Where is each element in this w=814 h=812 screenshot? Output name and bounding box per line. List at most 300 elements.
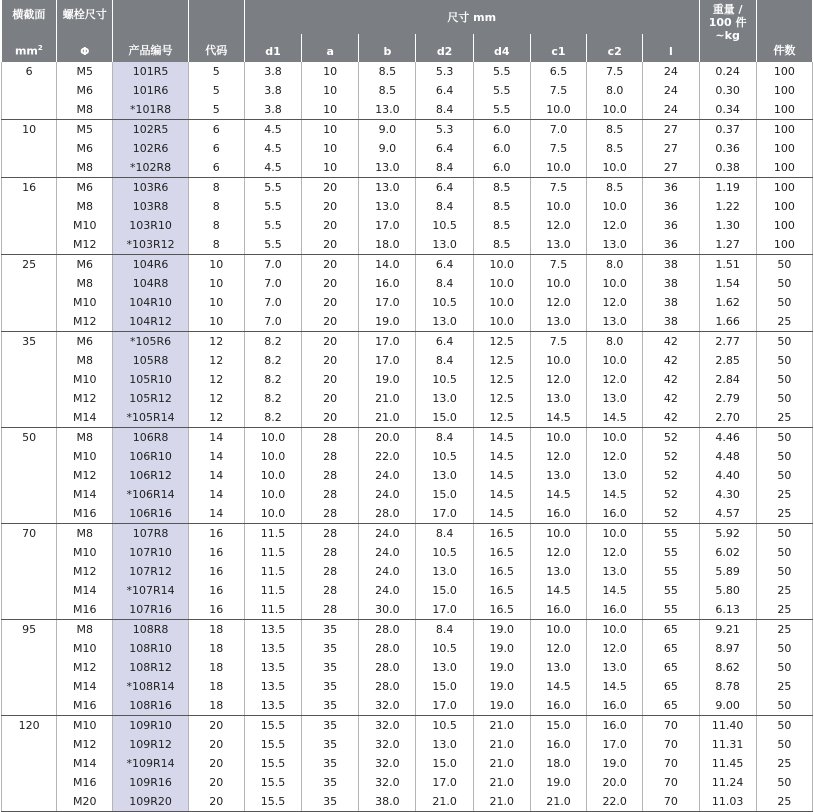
weight-cell: 1.22	[699, 197, 756, 216]
c2-cell: 12.0	[587, 447, 643, 466]
weight-cell: 0.24	[699, 62, 756, 81]
a-cell: 28	[302, 485, 359, 504]
c2-cell: 13.0	[587, 466, 643, 485]
b-cell: 32.0	[359, 754, 416, 773]
table-row	[2, 716, 813, 736]
a-cell: 35	[302, 735, 359, 754]
b-cell: 24.0	[359, 466, 416, 485]
area-cell: 10	[2, 120, 57, 178]
d2-cell: 15.0	[416, 408, 473, 428]
bolt-cell: M6	[57, 81, 113, 100]
part-no-cell: 106R8	[113, 428, 188, 448]
weight-line-1: 重量 /	[712, 3, 743, 16]
d4-cell: 12.5	[473, 408, 530, 428]
weight-cell: 11.45	[699, 754, 756, 773]
d2-cell: 8.4	[416, 158, 473, 178]
b-cell: 28.0	[359, 677, 416, 696]
a-cell: 35	[302, 773, 359, 792]
header-bolt: 螺栓尺寸	[57, 0, 113, 34]
c1-cell: 16.0	[530, 504, 586, 524]
c1-cell: 16.0	[530, 696, 586, 716]
part-no-cell: *101R8	[113, 100, 188, 120]
l-cell: 36	[643, 235, 699, 255]
l-cell: 65	[643, 639, 699, 658]
c2-cell: 8.5	[587, 139, 643, 158]
d2-cell: 8.4	[416, 620, 473, 640]
d4-cell: 12.5	[473, 332, 530, 352]
code-cell: 8	[188, 197, 244, 216]
d2-cell: 13.0	[416, 389, 473, 408]
part-no-cell: 104R6	[113, 255, 188, 275]
weight-cell: 4.40	[699, 466, 756, 485]
d1-cell: 11.5	[244, 581, 301, 600]
d2-cell: 8.4	[416, 197, 473, 216]
code-cell: 14	[188, 428, 244, 448]
table-row	[2, 754, 813, 773]
c1-cell: 10.0	[530, 351, 586, 370]
c1-cell: 12.0	[530, 370, 586, 389]
header-d2: d2	[416, 34, 473, 62]
part-no-cell: *106R14	[113, 485, 188, 504]
header-dimensions: 尺寸 mm	[244, 0, 699, 34]
weight-cell: 1.51	[699, 255, 756, 275]
b-cell: 19.0	[359, 312, 416, 332]
d4-cell: 21.0	[473, 754, 530, 773]
part-no-cell: 109R12	[113, 735, 188, 754]
weight-cell: 1.19	[699, 178, 756, 198]
bolt-cell: M8	[57, 524, 113, 544]
bolt-cell: M10	[57, 370, 113, 389]
b-cell: 17.0	[359, 332, 416, 352]
d4-cell: 14.5	[473, 428, 530, 448]
area-cell: 50	[2, 428, 57, 524]
d1-cell: 13.5	[244, 639, 301, 658]
table-row	[2, 504, 813, 524]
b-cell: 9.0	[359, 139, 416, 158]
table-row	[2, 216, 813, 235]
a-cell: 28	[302, 562, 359, 581]
c2-cell: 13.0	[587, 658, 643, 677]
qty-cell: 50	[756, 543, 812, 562]
d1-cell: 11.5	[244, 524, 301, 544]
table-row	[2, 466, 813, 485]
c1-cell: 21.0	[530, 792, 586, 812]
header-qty: 件数	[756, 0, 812, 62]
d1-cell: 11.5	[244, 562, 301, 581]
a-cell: 28	[302, 581, 359, 600]
l-cell: 55	[643, 524, 699, 544]
weight-cell: 0.30	[699, 81, 756, 100]
c1-cell: 7.5	[530, 139, 586, 158]
weight-cell: 0.37	[699, 120, 756, 140]
c1-cell: 10.0	[530, 428, 586, 448]
code-cell: 12	[188, 332, 244, 352]
table-row	[2, 639, 813, 658]
a-cell: 10	[302, 81, 359, 100]
b-cell: 24.0	[359, 562, 416, 581]
part-no-cell: 102R6	[113, 139, 188, 158]
l-cell: 65	[643, 620, 699, 640]
a-cell: 35	[302, 620, 359, 640]
d1-cell: 13.5	[244, 658, 301, 677]
bolt-cell: M8	[57, 100, 113, 120]
l-cell: 65	[643, 677, 699, 696]
a-cell: 20	[302, 235, 359, 255]
table-row	[2, 255, 813, 275]
bolt-cell: M6	[57, 255, 113, 275]
bolt-cell: M14	[57, 581, 113, 600]
l-cell: 27	[643, 139, 699, 158]
weight-cell: 9.21	[699, 620, 756, 640]
d4-cell: 14.5	[473, 447, 530, 466]
code-cell: 18	[188, 639, 244, 658]
bolt-cell: M8	[57, 158, 113, 178]
b-cell: 16.0	[359, 274, 416, 293]
qty-cell: 50	[756, 389, 812, 408]
l-cell: 52	[643, 485, 699, 504]
d4-cell: 6.0	[473, 158, 530, 178]
a-cell: 35	[302, 677, 359, 696]
header-area-unit	[2, 34, 57, 62]
bolt-cell: M16	[57, 773, 113, 792]
bolt-cell: M6	[57, 332, 113, 352]
l-cell: 52	[643, 447, 699, 466]
d2-cell: 15.0	[416, 677, 473, 696]
code-cell: 12	[188, 408, 244, 428]
table-row	[2, 158, 813, 178]
header-d1: d1	[244, 34, 301, 62]
c2-cell: 16.0	[587, 600, 643, 620]
b-cell: 32.0	[359, 735, 416, 754]
qty-cell: 100	[756, 235, 812, 255]
part-no-cell: *105R14	[113, 408, 188, 428]
table-row	[2, 792, 813, 812]
d1-cell: 13.5	[244, 677, 301, 696]
a-cell: 35	[302, 754, 359, 773]
code-cell: 14	[188, 466, 244, 485]
bolt-cell: M6	[57, 178, 113, 198]
weight-cell: 0.38	[699, 158, 756, 178]
part-no-cell: *107R14	[113, 581, 188, 600]
c1-cell: 12.0	[530, 216, 586, 235]
a-cell: 28	[302, 466, 359, 485]
weight-cell: 2.77	[699, 332, 756, 352]
weight-cell: 5.89	[699, 562, 756, 581]
d4-cell: 12.5	[473, 351, 530, 370]
d1-cell: 10.0	[244, 504, 301, 524]
l-cell: 36	[643, 197, 699, 216]
code-cell: 20	[188, 716, 244, 736]
bolt-cell: M10	[57, 543, 113, 562]
d4-cell: 10.0	[473, 255, 530, 275]
d1-cell: 13.5	[244, 620, 301, 640]
d4-cell: 8.5	[473, 216, 530, 235]
c2-cell: 8.5	[587, 120, 643, 140]
b-cell: 18.0	[359, 235, 416, 255]
code-cell: 16	[188, 524, 244, 544]
l-cell: 52	[643, 428, 699, 448]
c2-cell: 14.5	[587, 581, 643, 600]
d2-cell: 17.0	[416, 696, 473, 716]
weight-cell: 11.03	[699, 792, 756, 812]
d1-cell: 5.5	[244, 178, 301, 198]
a-cell: 20	[302, 197, 359, 216]
code-cell: 20	[188, 754, 244, 773]
part-no-cell: 108R8	[113, 620, 188, 640]
d1-cell: 15.5	[244, 735, 301, 754]
b-cell: 28.0	[359, 504, 416, 524]
code-cell: 14	[188, 447, 244, 466]
part-no-cell: 106R16	[113, 504, 188, 524]
bolt-cell: M8	[57, 428, 113, 448]
c1-cell: 12.0	[530, 293, 586, 312]
c2-cell: 16.0	[587, 696, 643, 716]
d2-cell: 6.4	[416, 255, 473, 275]
header-weight	[699, 0, 756, 62]
table-row	[2, 81, 813, 100]
b-cell: 17.0	[359, 293, 416, 312]
d4-cell: 14.5	[473, 466, 530, 485]
weight-cell: 4.48	[699, 447, 756, 466]
weight-cell: 2.85	[699, 351, 756, 370]
qty-cell: 50	[756, 658, 812, 677]
l-cell: 70	[643, 773, 699, 792]
c2-cell: 8.0	[587, 332, 643, 352]
header-bolt-unit: Φ	[57, 34, 113, 62]
weight-cell: 11.31	[699, 735, 756, 754]
code-cell: 6	[188, 120, 244, 140]
c2-cell: 10.0	[587, 197, 643, 216]
b-cell: 9.0	[359, 120, 416, 140]
weight-cell: 11.40	[699, 716, 756, 736]
d4-cell: 8.5	[473, 235, 530, 255]
d1-cell: 3.8	[244, 62, 301, 81]
c1-cell: 10.0	[530, 158, 586, 178]
a-cell: 10	[302, 120, 359, 140]
l-cell: 55	[643, 562, 699, 581]
code-cell: 18	[188, 677, 244, 696]
d2-cell: 13.0	[416, 562, 473, 581]
qty-cell: 25	[756, 792, 812, 812]
table-row	[2, 178, 813, 198]
c2-cell: 12.0	[587, 370, 643, 389]
table-row	[2, 408, 813, 428]
l-cell: 27	[643, 120, 699, 140]
table-row	[2, 543, 813, 562]
l-cell: 24	[643, 81, 699, 100]
part-no-cell: 108R10	[113, 639, 188, 658]
table-row	[2, 235, 813, 255]
d2-cell: 10.5	[416, 639, 473, 658]
weight-line-3: ~kg	[715, 29, 740, 42]
bolt-cell: M6	[57, 139, 113, 158]
table-row	[2, 562, 813, 581]
table-row	[2, 773, 813, 792]
a-cell: 28	[302, 543, 359, 562]
d2-cell: 13.0	[416, 466, 473, 485]
a-cell: 20	[302, 293, 359, 312]
d2-cell: 13.0	[416, 235, 473, 255]
table-row	[2, 696, 813, 716]
c2-cell: 12.0	[587, 216, 643, 235]
d2-cell: 21.0	[416, 792, 473, 812]
l-cell: 24	[643, 100, 699, 120]
qty-cell: 50	[756, 696, 812, 716]
bolt-cell: M10	[57, 293, 113, 312]
d1-cell: 5.5	[244, 197, 301, 216]
part-no-cell: 105R12	[113, 389, 188, 408]
bolt-cell: M10	[57, 639, 113, 658]
qty-cell: 25	[756, 600, 812, 620]
code-cell: 20	[188, 792, 244, 812]
part-no-cell: 109R10	[113, 716, 188, 736]
weight-cell: 8.62	[699, 658, 756, 677]
code-cell: 20	[188, 773, 244, 792]
code-cell: 10	[188, 274, 244, 293]
b-cell: 24.0	[359, 543, 416, 562]
b-cell: 21.0	[359, 408, 416, 428]
l-cell: 55	[643, 543, 699, 562]
b-cell: 13.0	[359, 100, 416, 120]
d2-cell: 8.4	[416, 274, 473, 293]
c1-cell: 16.0	[530, 600, 586, 620]
qty-cell: 50	[756, 773, 812, 792]
l-cell: 42	[643, 332, 699, 352]
c2-cell: 20.0	[587, 773, 643, 792]
d4-cell: 14.5	[473, 485, 530, 504]
qty-cell: 25	[756, 677, 812, 696]
b-cell: 21.0	[359, 389, 416, 408]
l-cell: 38	[643, 274, 699, 293]
b-cell: 19.0	[359, 370, 416, 389]
l-cell: 27	[643, 158, 699, 178]
c1-cell: 7.5	[530, 81, 586, 100]
d1-cell: 4.5	[244, 158, 301, 178]
table-row	[2, 351, 813, 370]
weight-cell: 1.27	[699, 235, 756, 255]
d1-cell: 3.8	[244, 100, 301, 120]
code-cell: 14	[188, 485, 244, 504]
part-no-cell: 108R16	[113, 696, 188, 716]
c1-cell: 13.0	[530, 312, 586, 332]
c1-cell: 15.0	[530, 716, 586, 736]
d4-cell: 10.0	[473, 312, 530, 332]
c1-cell: 12.0	[530, 639, 586, 658]
part-no-cell: 107R16	[113, 600, 188, 620]
d1-cell: 15.5	[244, 792, 301, 812]
d1-cell: 5.5	[244, 235, 301, 255]
d4-cell: 5.5	[473, 62, 530, 81]
qty-cell: 25	[756, 620, 812, 640]
part-no-cell: *105R6	[113, 332, 188, 352]
bolt-cell: M14	[57, 677, 113, 696]
header-b: b	[359, 34, 416, 62]
d1-cell: 8.2	[244, 408, 301, 428]
weight-cell: 11.24	[699, 773, 756, 792]
c2-cell: 10.0	[587, 524, 643, 544]
a-cell: 10	[302, 158, 359, 178]
qty-cell: 50	[756, 274, 812, 293]
a-cell: 20	[302, 332, 359, 352]
bolt-cell: M16	[57, 600, 113, 620]
l-cell: 52	[643, 466, 699, 485]
d1-cell: 15.5	[244, 773, 301, 792]
code-cell: 12	[188, 389, 244, 408]
d4-cell: 8.5	[473, 197, 530, 216]
code-cell: 16	[188, 562, 244, 581]
d2-cell: 17.0	[416, 504, 473, 524]
qty-cell: 50	[756, 293, 812, 312]
code-cell: 8	[188, 235, 244, 255]
code-cell: 20	[188, 735, 244, 754]
d1-cell: 7.0	[244, 274, 301, 293]
code-cell: 6	[188, 158, 244, 178]
d4-cell: 10.0	[473, 274, 530, 293]
weight-cell: 4.30	[699, 485, 756, 504]
b-cell: 17.0	[359, 351, 416, 370]
c2-cell: 22.0	[587, 792, 643, 812]
qty-cell: 25	[756, 485, 812, 504]
code-cell: 5	[188, 100, 244, 120]
d4-cell: 16.5	[473, 543, 530, 562]
weight-cell: 2.70	[699, 408, 756, 428]
qty-cell: 25	[756, 408, 812, 428]
table-row	[2, 100, 813, 120]
bolt-cell: M10	[57, 216, 113, 235]
qty-cell: 100	[756, 81, 812, 100]
b-cell: 28.0	[359, 620, 416, 640]
part-no-cell: 101R6	[113, 81, 188, 100]
c2-cell: 14.5	[587, 408, 643, 428]
a-cell: 20	[302, 370, 359, 389]
area-cell: 95	[2, 620, 57, 716]
c1-cell: 7.5	[530, 255, 586, 275]
qty-cell: 50	[756, 735, 812, 754]
table-row	[2, 677, 813, 696]
bolt-cell: M14	[57, 408, 113, 428]
header-c2: c2	[587, 34, 643, 62]
c2-cell: 13.0	[587, 312, 643, 332]
table-row	[2, 120, 813, 140]
qty-cell: 50	[756, 447, 812, 466]
b-cell: 14.0	[359, 255, 416, 275]
d2-cell: 10.5	[416, 447, 473, 466]
d1-cell: 13.5	[244, 696, 301, 716]
c2-cell: 7.5	[587, 62, 643, 81]
l-cell: 65	[643, 696, 699, 716]
l-cell: 70	[643, 735, 699, 754]
d1-cell: 7.0	[244, 293, 301, 312]
bolt-cell: M12	[57, 735, 113, 754]
weight-cell: 8.78	[699, 677, 756, 696]
weight-cell: 5.80	[699, 581, 756, 600]
code-cell: 5	[188, 81, 244, 100]
part-no-cell: 109R20	[113, 792, 188, 812]
c2-cell: 10.0	[587, 428, 643, 448]
table-row	[2, 735, 813, 754]
c1-cell: 6.5	[530, 62, 586, 81]
b-cell: 28.0	[359, 639, 416, 658]
c2-cell: 10.0	[587, 158, 643, 178]
part-no-cell: 103R6	[113, 178, 188, 198]
table-row	[2, 600, 813, 620]
c1-cell: 10.0	[530, 274, 586, 293]
weight-cell: 6.13	[699, 600, 756, 620]
l-cell: 52	[643, 504, 699, 524]
qty-cell: 50	[756, 562, 812, 581]
weight-cell: 1.62	[699, 293, 756, 312]
d1-cell: 10.0	[244, 485, 301, 504]
